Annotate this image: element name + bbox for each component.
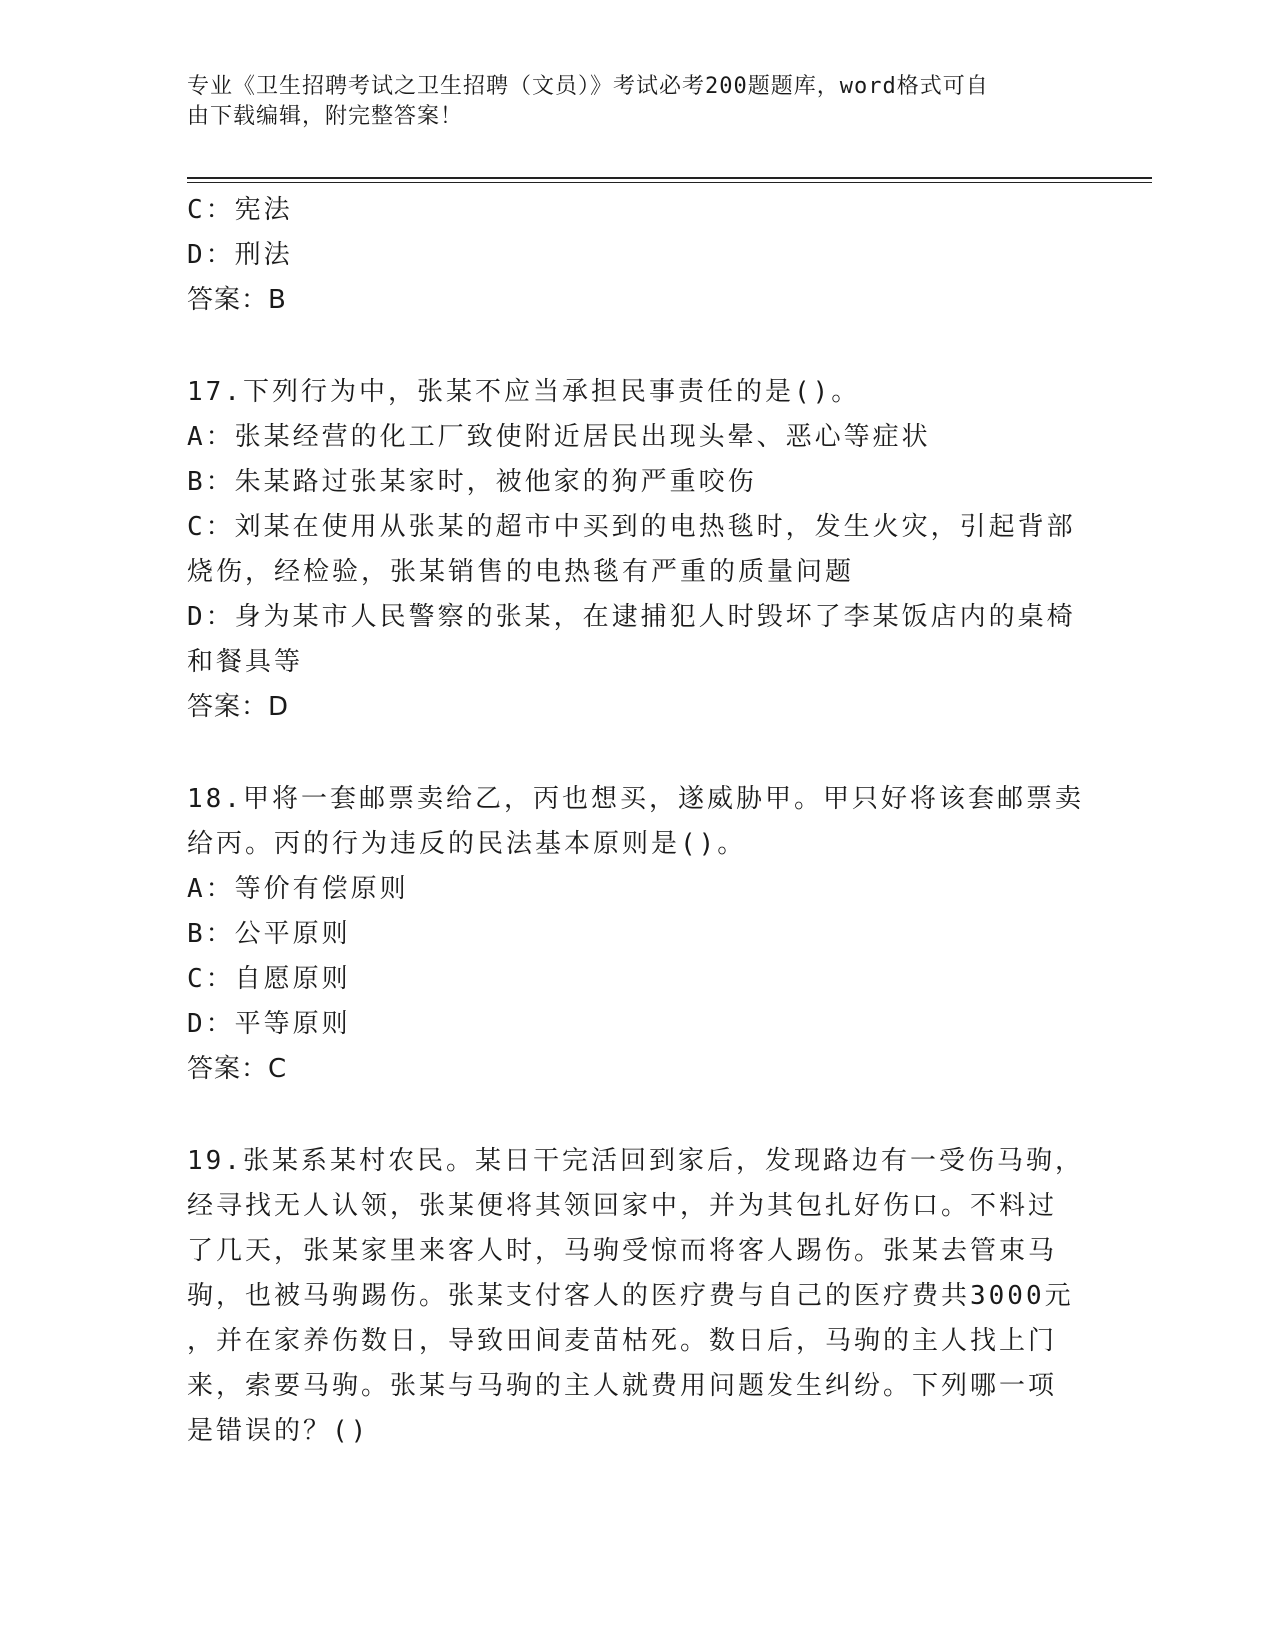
header-line: 由下载编辑，附完整答案！: [187, 104, 464, 129]
question-stem-continued: 来，索要马驹。张某与马驹的主人就费用问题发生纠纷。下列哪一项: [187, 1371, 1058, 1401]
question-17: [187, 370, 1087, 730]
answer-line: 答案：D: [187, 692, 290, 722]
question-19: [187, 1139, 1087, 1454]
question-stem-continued: 了几天，张某家里来客人时，马驹受惊而将客人踢伤。张某去管束马: [187, 1236, 1058, 1266]
question-16-tail: [187, 188, 1087, 323]
spacer: [187, 730, 1087, 777]
option-a: A：张某经营的化工厂致使附近居民出现头晕、恶心等症状: [187, 422, 931, 452]
question-stem-continued: 经寻找无人认领，张某便将其领回家中，并为其包扎好伤口。不料过: [187, 1191, 1058, 1221]
option-c: C：宪法: [187, 195, 293, 225]
header-line: 专业《卫生招聘考试之卫生招聘（文员）》考试必考200题题库，word格式可自: [187, 74, 989, 99]
question-stem: 19.张某系某村农民。某日干完活回到家后，发现路边有一受伤马驹，: [187, 1146, 1084, 1176]
option-b: B：公平原则: [187, 919, 351, 949]
option-b: B：朱某路过张某家时，被他家的狗严重咬伤: [187, 467, 757, 497]
document-header: [187, 72, 1087, 132]
question-content: [187, 188, 1087, 1454]
option-d-continued: 和餐具等: [187, 647, 304, 677]
question-stem: 17.下列行为中，张某不应当承担民事责任的是()。: [187, 377, 861, 407]
option-d: D：刑法: [187, 240, 293, 270]
spacer: [187, 1092, 1087, 1139]
option-d: D：平等原则: [187, 1009, 351, 1039]
question-stem-continued: 驹，也被马驹踢伤。张某支付客人的医疗费与自己的医疗费共3000元: [187, 1281, 1074, 1311]
question-stem-continued: 给丙。丙的行为违反的民法基本原则是()。: [187, 829, 747, 859]
header-divider-thin: [187, 182, 1152, 183]
question-18: [187, 777, 1087, 1092]
option-a: A：等价有偿原则: [187, 874, 409, 904]
question-stem-continued: ，并在家养伤数日，导致田间麦苗枯死。数日后，马驹的主人找上门: [187, 1326, 1058, 1356]
question-stem: 18.甲将一套邮票卖给乙，丙也想买，遂威胁甲。甲只好将该套邮票卖: [187, 784, 1084, 814]
option-c: C：刘某在使用从张某的超市中买到的电热毯时，发生火灾，引起背部: [187, 512, 1076, 542]
header-divider: [187, 177, 1152, 179]
spacer: [187, 323, 1087, 370]
question-stem-continued: 是错误的？(): [187, 1416, 370, 1446]
option-d: D：身为某市人民警察的张某，在逮捕犯人时毁坏了李某饭店内的桌椅: [187, 602, 1076, 632]
answer-line: 答案：C: [187, 1054, 288, 1084]
option-c-continued: 烧伤，经检验，张某销售的电热毯有严重的质量问题: [187, 557, 855, 587]
option-c: C：自愿原则: [187, 964, 351, 994]
answer-line: 答案：B: [187, 285, 287, 315]
